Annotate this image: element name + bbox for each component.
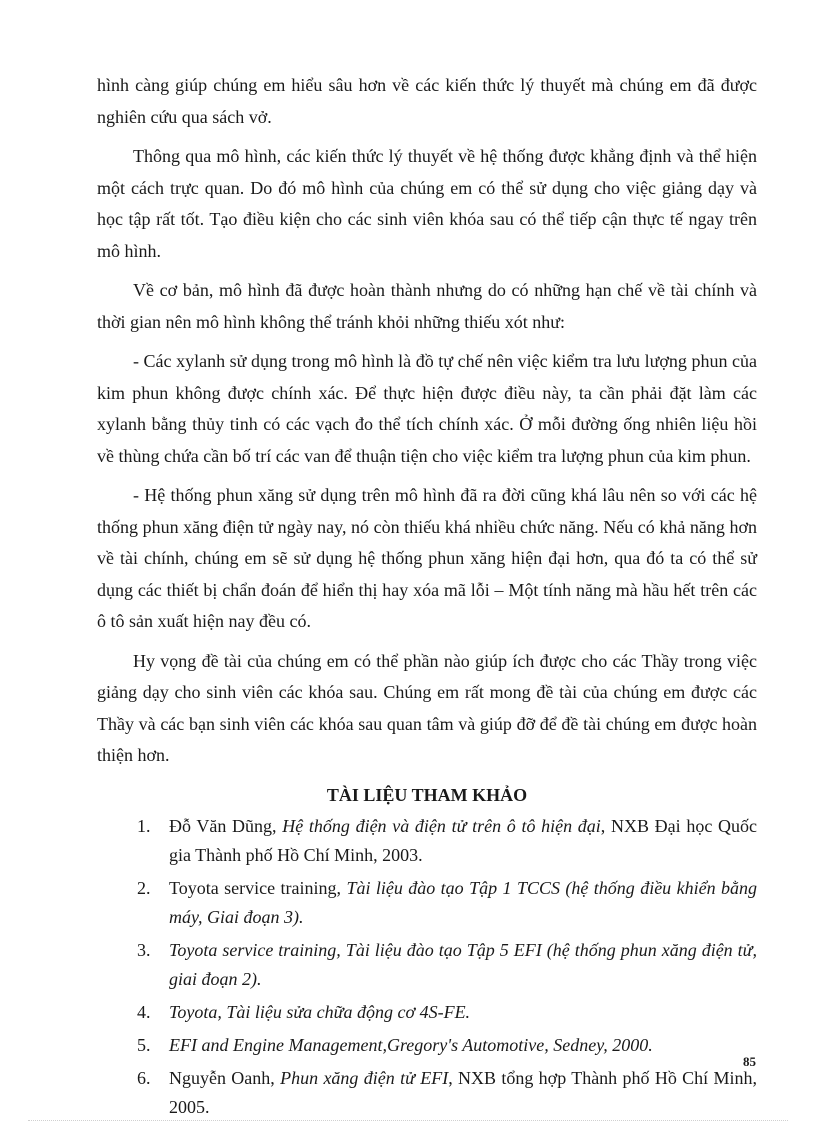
reference-number: 2. (137, 877, 151, 898)
reference-title: Toyota, Tài liệu sửa chữa động cơ 4S-FE. (169, 1001, 471, 1022)
reference-author: Đỗ Văn Dũng, (169, 815, 283, 836)
paragraph-limitations-intro: Về cơ bản, mô hình đã được hoàn thành nhưng do có những hạn chế về tài chính và thời gian nên mô hình không thể tránh khỏi những thiếu xót như: (97, 280, 757, 332)
references-heading: TÀI LIỆU THAM KHẢO (326, 784, 528, 805)
page-bottom-divider (28, 1120, 788, 1121)
reference-item (97, 998, 757, 1027)
reference-number: 1. (137, 815, 151, 836)
reference-title: Phun xăng điện tử EFI (280, 1067, 449, 1088)
reference-title: Toyota service training, Tài liệu đào tạo Tập 5 EFI (hệ thống phun xăng điện tử, giai đoạn 2). (169, 939, 757, 989)
paragraph-limitation-injection-system: - Hệ thống phun xăng sử dụng trên mô hình đã ra đời cũng khá lâu nên so với các hệ thống phun xăng điện tử ngày nay, nó còn thiếu khá nhiều chức năng. Nếu có khả năng hơn về tài chính, chúng em sẽ sử dụng hệ thống phun xăng hiện đại hơn, qua đó ta có thể sử dụng các thiết bị chẩn đoán để hiển thị hay xóa mã lỗi – Một tính năng mà hầu hết trên các ô tô sản xuất hiện nay đều có. (97, 485, 757, 631)
reference-number: 6. (137, 1067, 151, 1088)
paragraph-continuation: hình càng giúp chúng em hiểu sâu hơn về các kiến thức lý thuyết mà chúng em đã được nghiên cứu qua sách vở. (97, 75, 757, 127)
reference-number: 4. (137, 1001, 151, 1022)
reference-number: 3. (137, 939, 151, 960)
reference-item (97, 812, 757, 870)
reference-item (97, 936, 757, 994)
reference-item (97, 874, 757, 932)
paragraph-model-overview: Thông qua mô hình, các kiến thức lý thuyết về hệ thống được khẳng định và thể hiện một cách trực quan. Do đó mô hình của chúng em có thể sử dụng cho việc giảng dạy và học tập rất tốt. Tạo điều kiện cho các sinh viên khóa sau có thể tiếp cận thực tế ngay trên mô hình. (97, 146, 757, 261)
reference-title: EFI and Engine Management,Gregory's Automotive, Sedney, 2000. (169, 1034, 653, 1055)
reference-title: Tài liệu đào tạo Tập 1 TCCS (hệ thống điều khiển bằng máy, Giai đoạn 3). (169, 877, 757, 927)
references-list (97, 812, 757, 1122)
reference-number: 5. (137, 1034, 151, 1055)
reference-item (97, 1031, 757, 1060)
reference-publisher: , NXB tổng hợp Thành phố Hồ Chí Minh, 2005. (169, 1067, 757, 1117)
paragraph-limitation-cylinders: - Các xylanh sử dụng trong mô hình là đồ tự chế nên việc kiểm tra lưu lượng phun của kim phun không được chính xác. Để thực hiện được điều này, ta cần phải đặt làm các xylanh bằng thủy tinh có các vạch đo thể tích chính xác. Ở mỗi đường ống nhiên liệu hồi về thùng chứa cần bố trí các van để thuận tiện cho việc kiểm tra lượng phun của kim phun. (97, 351, 757, 466)
reference-publisher: , NXB Đại học Quốc gia Thành phố Hồ Chí Minh, 2003. (169, 815, 757, 865)
paragraph-closing-hope: Hy vọng đề tài của chúng em có thể phần nào giúp ích được cho các Thầy trong việc giảng dạy cho sinh viên các khóa sau. Chúng em rất mong đề tài của chúng em được các Thầy và các bạn sinh viên các khóa sau quan tâm và giúp đỡ để đề tài chúng em được hoàn thiện hơn. (97, 650, 757, 765)
page-number: 85 (743, 1054, 756, 1069)
reference-author: Nguyễn Oanh, (169, 1067, 281, 1088)
document-page (97, 70, 757, 1126)
reference-item (97, 1064, 757, 1122)
reference-title: Hệ thống điện và điện tử trên ô tô hiện đại (282, 815, 601, 836)
reference-author: Toyota service training, (169, 877, 347, 898)
